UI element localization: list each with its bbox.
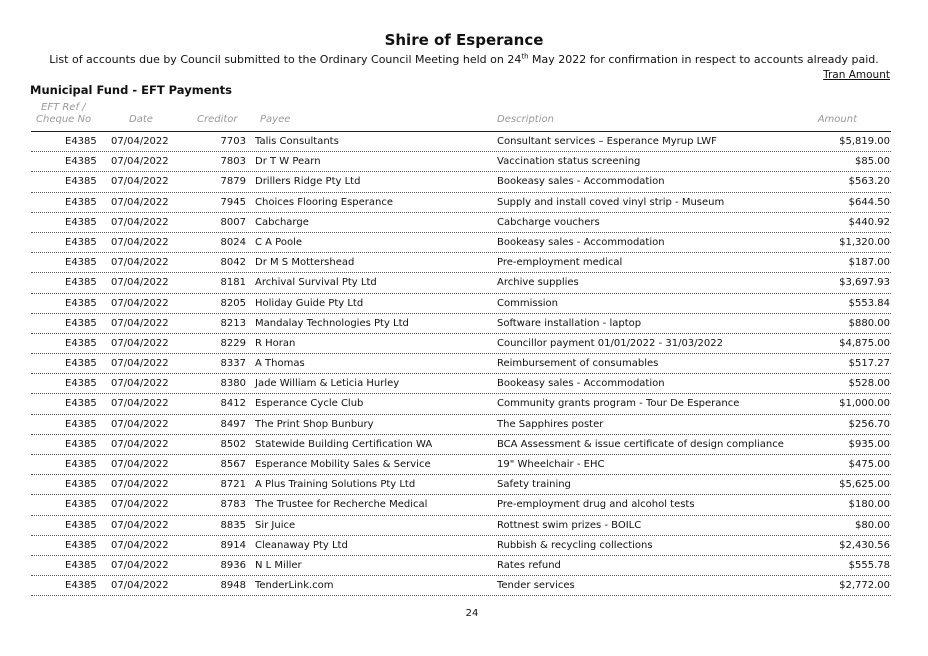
cell-description: Bookeasy sales - Accommodation (497, 176, 665, 188)
cell-amount: $187.00 (848, 257, 890, 269)
cell-creditor: 7803 (220, 156, 246, 168)
cell-ref: E4385 (65, 398, 97, 410)
document-subtitle (0, 53, 928, 66)
cell-date: 07/04/2022 (111, 236, 169, 248)
cell-date: 07/04/2022 (111, 499, 169, 511)
header-payee: Payee (260, 114, 291, 125)
table-row (0, 556, 928, 576)
cell-date: 07/04/2022 (111, 216, 169, 228)
cell-description: Bookeasy sales - Accommodation (497, 378, 665, 390)
table-row (0, 314, 928, 334)
cell-amount: $528.00 (848, 378, 890, 390)
cell-payee: Sir Juice (255, 519, 296, 531)
cell-payee: C A Poole (255, 236, 303, 248)
cell-description: Vaccination status screening (497, 156, 641, 168)
cell-description: Tender services (497, 580, 575, 592)
cell-payee: The Print Shop Bunbury (255, 418, 374, 430)
cell-payee: Statewide Building Certification WA (255, 438, 433, 450)
cell-ref: E4385 (65, 236, 97, 248)
cell-amount: $3,697.93 (839, 277, 890, 289)
table-row (0, 354, 928, 374)
cell-description: Consultant services – Esperance Myrup LWF (497, 136, 717, 147)
cell-payee: R Horan (255, 337, 296, 349)
cell-creditor: 8213 (220, 317, 246, 329)
header-amount: Amount (817, 114, 857, 125)
cell-creditor: 8948 (220, 580, 246, 592)
cell-ref: E4385 (65, 519, 97, 531)
cell-payee: Dr T W Pearn (255, 156, 321, 168)
cell-date: 07/04/2022 (111, 479, 169, 491)
header-date: Date (129, 114, 153, 125)
cell-amount: $5,819.00 (839, 136, 890, 147)
cell-amount: $256.70 (848, 418, 890, 430)
cell-ref: E4385 (65, 559, 97, 571)
cell-date: 07/04/2022 (111, 580, 169, 592)
cell-payee: Talis Consultants (255, 136, 339, 147)
cell-amount: $1,000.00 (839, 398, 890, 410)
cell-ref: E4385 (65, 459, 97, 470)
cell-amount: $475.00 (848, 459, 890, 470)
table-row (0, 213, 928, 233)
cell-description: The Sapphires poster (497, 418, 604, 430)
table-row (0, 495, 928, 515)
cell-amount: $80.00 (855, 519, 890, 531)
page-title: Shire of Esperance (384, 31, 544, 49)
cell-description: Archive supplies (497, 277, 579, 289)
cell-payee: TenderLink.com (255, 580, 334, 592)
cell-amount: $517.27 (848, 358, 890, 370)
cell-ref: E4385 (65, 337, 97, 349)
cell-payee: Dr M S Mottershead (255, 257, 355, 269)
cell-date: 07/04/2022 (111, 337, 169, 349)
cell-description: Rubbish & recycling collections (497, 539, 653, 551)
cell-creditor: 8502 (220, 438, 246, 450)
cell-amount: $85.00 (855, 156, 890, 168)
cell-creditor: 8024 (220, 236, 246, 248)
cell-amount: $880.00 (848, 317, 890, 329)
cell-payee: N L Miller (255, 559, 302, 571)
cell-description: Software installation - laptop (497, 317, 642, 329)
cell-payee: A Thomas (255, 358, 305, 370)
payments-table (0, 132, 928, 596)
cell-ref: E4385 (65, 378, 97, 390)
cell-creditor: 8567 (220, 459, 246, 470)
cell-date: 07/04/2022 (111, 257, 169, 269)
cell-creditor: 8497 (220, 418, 246, 430)
table-row (0, 193, 928, 213)
table-row (0, 172, 928, 192)
cell-creditor: 8042 (220, 257, 246, 269)
cell-creditor: 8205 (220, 297, 246, 309)
cell-description: Reimbursement of consumables (497, 358, 659, 370)
cell-ref: E4385 (65, 257, 97, 269)
cell-description: Community grants program - Tour De Esperance (497, 398, 740, 410)
cell-creditor: 8783 (220, 499, 246, 511)
header-creditor: Creditor (197, 114, 238, 125)
cell-creditor: 8936 (220, 559, 246, 571)
table-row (0, 516, 928, 536)
cell-amount: $2,430.56 (839, 539, 890, 551)
cell-amount: $4,875.00 (839, 337, 890, 349)
table-row (0, 394, 928, 414)
cell-description: Commission (497, 297, 559, 309)
section-title: Municipal Fund - EFT Payments (30, 83, 233, 97)
cell-date: 07/04/2022 (111, 519, 169, 531)
table-row (0, 536, 928, 556)
cell-ref: E4385 (65, 277, 97, 289)
cell-ref: E4385 (65, 156, 97, 168)
table-row (0, 374, 928, 394)
cell-date: 07/04/2022 (111, 559, 169, 571)
cell-payee: Drillers Ridge Pty Ltd (255, 176, 361, 188)
cell-creditor: 8380 (220, 378, 246, 390)
table-row (0, 132, 928, 152)
cell-ref: E4385 (65, 499, 97, 511)
cell-amount: $644.50 (848, 196, 890, 208)
cell-creditor: 8721 (220, 479, 246, 491)
table-row (0, 294, 928, 314)
cell-ref: E4385 (65, 317, 97, 329)
cell-payee: A Plus Training Solutions Pty Ltd (255, 479, 416, 491)
cell-description: Councillor payment 01/01/2022 - 31/03/2022 (497, 337, 723, 349)
cell-ref: E4385 (65, 176, 97, 188)
cell-amount: $935.00 (848, 438, 890, 450)
table-row (0, 475, 928, 495)
cell-payee: Esperance Cycle Club (255, 398, 364, 410)
cell-payee: Cleanaway Pty Ltd (255, 539, 348, 551)
table-row (0, 576, 928, 596)
cell-description: Safety training (497, 479, 571, 491)
cell-description: Supply and install coved vinyl strip - Museum (497, 196, 725, 208)
cell-creditor: 8337 (220, 358, 246, 370)
cell-amount: $553.84 (848, 297, 890, 309)
cell-payee: Jade William & Leticia Hurley (255, 378, 400, 390)
cell-amount: $2,772.00 (839, 580, 890, 592)
cell-date: 07/04/2022 (111, 418, 169, 430)
cell-date: 07/04/2022 (111, 438, 169, 450)
table-row (0, 334, 928, 354)
cell-payee: Archival Survival Pty Ltd (255, 277, 377, 289)
table-row (0, 455, 928, 475)
table-row (0, 253, 928, 273)
cell-creditor: 7945 (220, 196, 246, 208)
cell-ref: E4385 (65, 438, 97, 450)
cell-date: 07/04/2022 (111, 156, 169, 168)
cell-date: 07/04/2022 (111, 176, 169, 188)
cell-description: Rates refund (497, 559, 561, 571)
cell-description: Rottnest swim prizes - BOILC (497, 519, 642, 531)
cell-amount: $440.92 (848, 216, 890, 228)
cell-ref: E4385 (65, 297, 97, 309)
cell-date: 07/04/2022 (111, 297, 169, 309)
page-number: 24 (465, 608, 479, 619)
cell-creditor: 8835 (220, 519, 246, 531)
cell-creditor: 7879 (220, 176, 246, 188)
cell-date: 07/04/2022 (111, 398, 169, 410)
subtitle-ordinal-suffix: th (521, 52, 529, 61)
cell-amount: $5,625.00 (839, 479, 890, 491)
table-row (0, 435, 928, 455)
cell-creditor: 8412 (220, 398, 246, 410)
cell-payee: Holiday Guide Pty Ltd (255, 297, 364, 309)
cell-ref: E4385 (65, 358, 97, 370)
cell-creditor: 8914 (220, 539, 246, 551)
subtitle-text-before: List of accounts due by Council submitted to the Ordinary Council Meeting held on 24 (49, 53, 522, 66)
cell-date: 07/04/2022 (111, 459, 169, 470)
tran-amount-label: Tran Amount (823, 69, 890, 81)
cell-ref: E4385 (65, 136, 97, 147)
cell-amount: $1,320.00 (839, 236, 890, 248)
table-row (0, 273, 928, 293)
cell-date: 07/04/2022 (111, 136, 169, 147)
cell-date: 07/04/2022 (111, 358, 169, 370)
header-ref-line1: EFT Ref / (41, 102, 86, 113)
table-row (0, 152, 928, 172)
cell-amount: $563.20 (848, 176, 890, 188)
cell-description: Pre-employment drug and alcohol tests (497, 499, 695, 511)
cell-creditor: 8007 (220, 216, 246, 228)
cell-date: 07/04/2022 (111, 196, 169, 208)
cell-creditor: 8181 (220, 277, 246, 289)
table-row (0, 415, 928, 435)
subtitle-text-after: May 2022 for confirmation in respect to accounts already paid. (528, 53, 879, 66)
cell-creditor: 8229 (220, 337, 246, 349)
cell-creditor: 7703 (220, 136, 246, 147)
cell-date: 07/04/2022 (111, 277, 169, 289)
cell-description: 19" Wheelchair - EHC (497, 459, 605, 470)
cell-description: Bookeasy sales - Accommodation (497, 236, 665, 248)
table-row (0, 233, 928, 253)
cell-amount: $555.78 (848, 559, 890, 571)
cell-ref: E4385 (65, 196, 97, 208)
cell-payee: Cabcharge (255, 216, 309, 228)
header-description: Description (497, 114, 554, 125)
cell-date: 07/04/2022 (111, 539, 169, 551)
cell-ref: E4385 (65, 479, 97, 491)
header-ref-line2: Cheque No (36, 114, 92, 125)
cell-date: 07/04/2022 (111, 378, 169, 390)
cell-description: BCA Assessment & issue certificate of design compliance (497, 438, 784, 450)
cell-amount: $180.00 (848, 499, 890, 511)
cell-ref: E4385 (65, 539, 97, 551)
cell-ref: E4385 (65, 418, 97, 430)
cell-description: Pre-employment medical (497, 257, 623, 269)
cell-payee: Esperance Mobility Sales & Service (255, 459, 431, 470)
cell-payee: The Trustee for Recherche Medical (255, 499, 428, 511)
cell-payee: Choices Flooring Esperance (255, 196, 394, 208)
cell-payee: Mandalay Technologies Pty Ltd (255, 317, 409, 329)
cell-ref: E4385 (65, 580, 97, 592)
cell-ref: E4385 (65, 216, 97, 228)
cell-date: 07/04/2022 (111, 317, 169, 329)
cell-description: Cabcharge vouchers (497, 216, 600, 228)
